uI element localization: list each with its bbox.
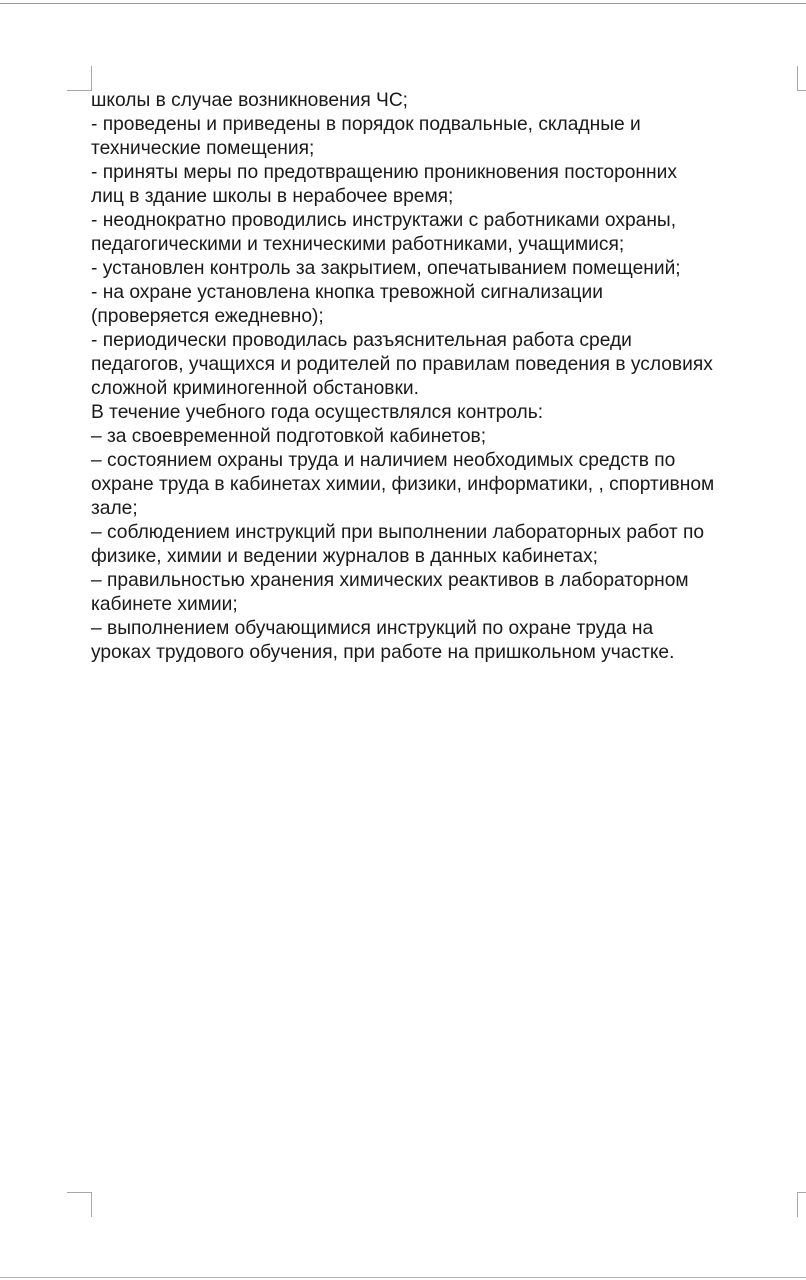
margin-corner-bottom-left [67,1192,92,1217]
text-line: уроках трудового обучения, при работе на пришкольном участке. [91,642,675,663]
text-line: технические помещения; [91,138,315,159]
text-line: сложной криминогенной обстановки. [91,378,419,399]
text-line: – выполнением обучающимися инструкций по охране труда на [91,618,654,639]
bottom-divider [0,1277,806,1278]
margin-corner-bottom-right [797,1192,806,1217]
text-line: - на охране установлена кнопка тревожной сигнализации [91,282,603,303]
text-line: кабинете химии; [91,594,238,615]
text-line: педагогов, учащихся и родителей по правилам поведения в условиях [91,354,713,375]
text-line: зале; [91,498,138,519]
text-line: – состоянием охраны труда и наличием необходимых средств по [91,450,676,471]
text-line: - периодически проводилась разъяснительная работа среди [91,330,632,351]
text-line: – за своевременной подготовкой кабинетов; [91,426,487,447]
text-line: – правильностью хранения химических реактивов в лабораторном [91,570,689,591]
text-line: - приняты меры по предотвращению проникновения посторонних [91,162,677,183]
text-line: физике, химии и ведении журналов в данных кабинетах; [91,546,599,567]
document-body[interactable] [91,89,803,665]
margin-corner-top-right [797,66,806,91]
text-line: – соблюдением инструкций при выполнении лабораторных работ по [91,522,705,543]
text-line: школы в случае возникновения ЧС; [91,90,409,111]
text-line: - проведены и приведены в порядок подвальные, складные и [91,114,641,135]
text-line: В течение учебного года осуществлялся контроль: [91,402,544,423]
text-line: - неоднократно проводились инструктажи с работниками охраны, [91,210,677,231]
margin-corner-top-left [67,66,92,91]
text-line: охране труда в кабинетах химии, физики, информатики, , спортивном [91,474,715,495]
text-line: - установлен контроль за закрытием, опечатыванием помещений; [91,258,681,279]
text-line: (проверяется ежедневно); [91,306,324,327]
text-line: педагогическими и техническими работниками, учащимися; [91,234,625,255]
top-divider [0,3,806,4]
text-line: лиц в здание школы в нерабочее время; [91,186,454,207]
